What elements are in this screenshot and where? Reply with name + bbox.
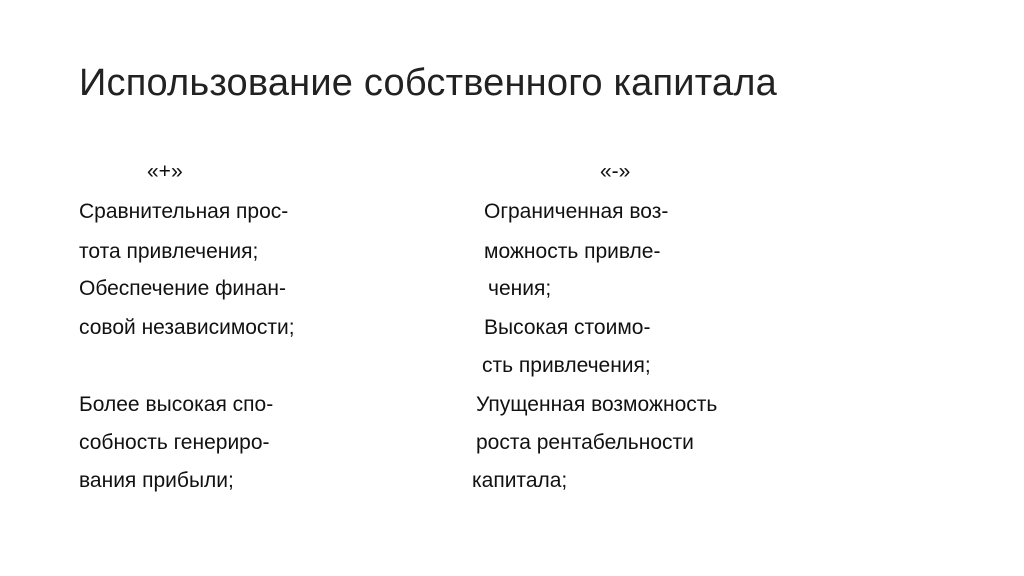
cons-line: сть привлечения; <box>482 354 651 377</box>
cons-line: Упущенная возможность <box>476 393 718 416</box>
cons-line: Высокая стоимо- <box>484 316 651 339</box>
pros-line: вания прибыли; <box>79 469 234 492</box>
pros-line: Более высокая спо- <box>79 393 274 416</box>
pros-line: совой независимости; <box>79 316 295 339</box>
cons-line: капитала; <box>472 469 568 492</box>
pros-heading: «+» <box>147 160 183 183</box>
pros-line: Обеспечение финан- <box>79 277 286 300</box>
cons-line: Ограниченная воз- <box>484 200 669 223</box>
cons-heading: «-» <box>600 160 631 183</box>
pros-line: Сравнительная прос- <box>79 200 289 223</box>
cons-line: роста рентабельности <box>476 431 694 454</box>
pros-line: тота привлечения; <box>79 240 259 263</box>
slide-title: Использование собственного капитала <box>79 62 777 104</box>
pros-line: собность генериро- <box>79 431 270 454</box>
cons-line: можность привле- <box>484 240 661 263</box>
cons-line: чения; <box>488 277 552 300</box>
